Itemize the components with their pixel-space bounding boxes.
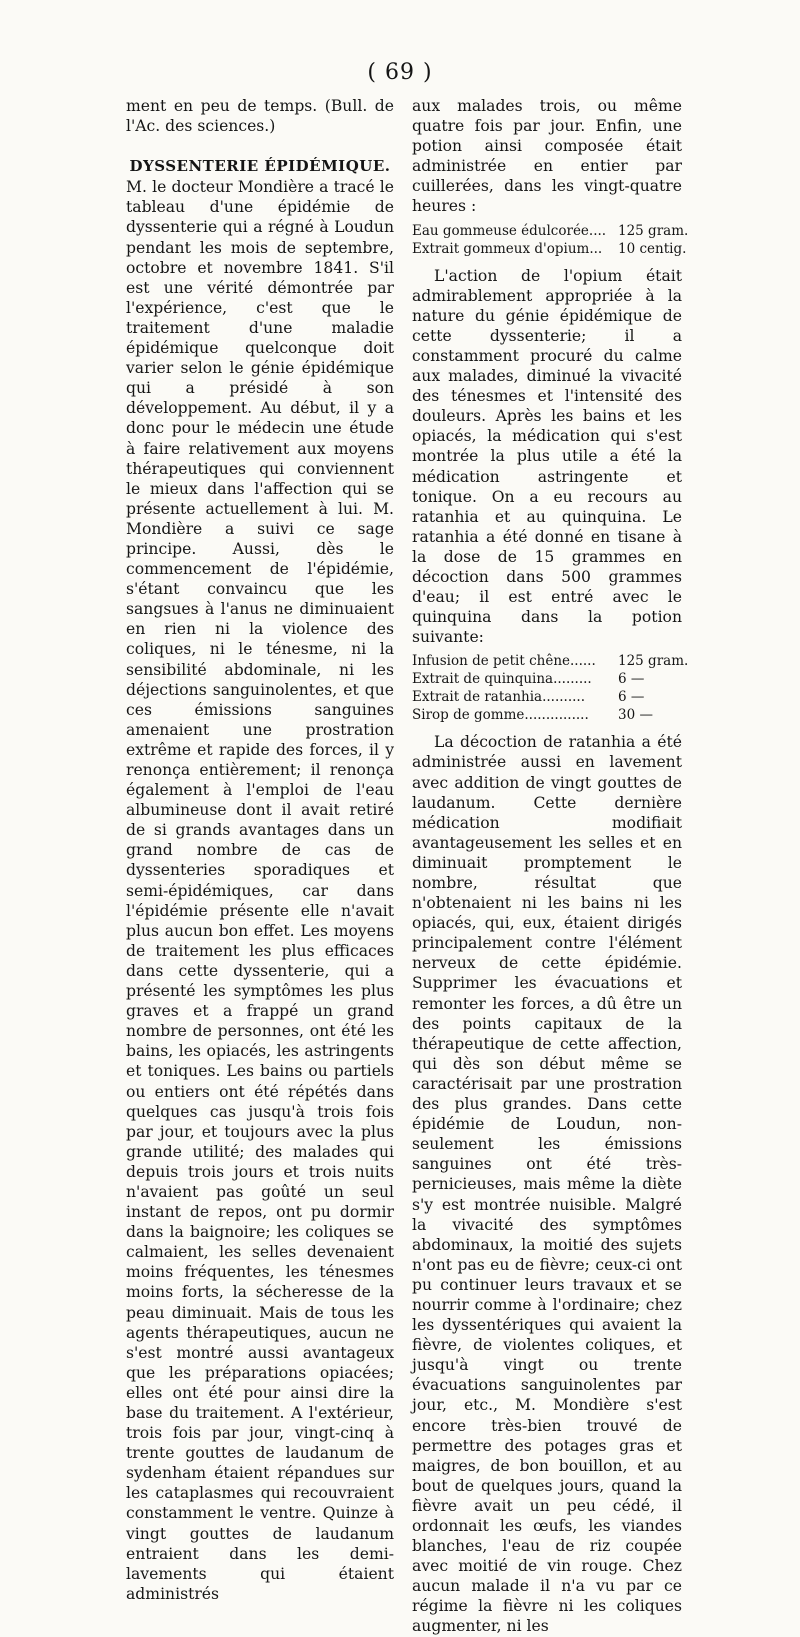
recipe-ingredient: Infusion de petit chêne...... — [412, 653, 596, 670]
recipe-quantity: 125 gram. — [618, 653, 689, 670]
recipe-quantity: 6 — — [618, 671, 645, 688]
recipe-ingredient: Extrait gommeux d'opium... — [412, 240, 603, 257]
recipe-row — [412, 706, 682, 724]
section-title: DYSSENTERIE ÉPIDÉMIQUE. — [129, 157, 391, 176]
recipe-ingredient: Eau gommeuse édulcorée.... — [412, 222, 607, 239]
right-paragraph-2: L'action de l'opium était admirablement appropriée à la nature du génie épidémique de cette dyssenterie; il a constamment procuré du calme aux malades, diminué la vivacité des ténesmes et l'intensité des douleurs. Après les bains et les opiacés, la médication qui s'est montrée la plus utile a été la médication astringente et tonique. On a eu recours au ratanhia et au quinquina. Le ratanhia a été donné en tisane à la dose de 15 grammes en décoction dans 500 grammes d'eau; il est entré avec le quinquina dans la potion suivante: — [412, 266, 682, 647]
recipe-table-2 — [412, 652, 689, 724]
recipe-ingredient: Extrait de ratanhia.......... — [412, 689, 585, 706]
recipe-row — [412, 240, 687, 258]
recipe-ingredient: Extrait de quinquina......... — [412, 671, 592, 688]
right-paragraph-3: La décoction de ratanhia a été administrée aussi en lavement avec addition de vingt gouttes de laudanum. Cette dernière médication modifiait avantageusement les selles et en diminuait promptement le nombre, résultat que n'obtenaient ni les bains ni les opiacés, qui, eux, étaient dirigés principalement contre l'élément nerveux de cette épidémie. Supprimer les évacuations et remonter les forces, a dû être un des points capitaux de la thérapeutique de cette affection, qui dès son début même se caractérisait par une prostration des plus grandes. Dans cette épidémie de Loudun, non-seulement les émissions sanguines ont été très-pernicieuses, mais même la diète s'y est montrée nuisible. Malgré la vivacité des symptômes abdominaux, la moitié des sujets n'ont pas eu de fièvre; ceux-ci ont pu continuer leurs travaux et se nourrir comme à l'ordinaire; chez les dyssentériques qui avaient la fièvre, de violentes coliques, et jusqu'à vingt ou trente évacuations sanguinolentes par jour, etc., M. Mondière s'est encore très-bien trouvé de permettre des potages gras et maigres, de bon bouillon, et au bout de quelques jours, quand la fièvre avait un peu cédé, il ordonnait les œufs, les viandes blanches, l'eau de riz coupée avec moitié de vin rouge. Chez aucun malade il n'a vu par ce régime la fièvre ni les coliques augmenter, ni les — [412, 733, 682, 1636]
recipe-quantity: 125 gram. — [618, 222, 689, 239]
page-number: ( 69 ) — [367, 60, 433, 85]
recipe-ingredient: Sirop de gomme............... — [412, 707, 589, 724]
right-paragraph-1: aux malades trois, ou même quatre fois par jour. Enfin, une potion ainsi composée était administrée en entier par cuillerées, dans les vingt-quatre heures : — [412, 97, 682, 216]
recipe-row — [412, 222, 689, 240]
right-column — [412, 96, 689, 1637]
recipe-row — [412, 652, 689, 670]
left-main-paragraph: M. le docteur Mondière a tracé le tableau d'une épidémie de dyssenterie qui a régné à Loudun pendant les mois de septembre, octobre et novembre 1841. S'il est une vérité démontrée par l'expérience, c'est que le traitement d'une maladie épidémique quelconque doit varier selon le génie épidémique qui a présidé à son développement. Au début, il y a donc pour le médecin une étude à faire relativement aux moyens thérapeutiques qui conviennent le mieux dans l'affection qui se présente actuellement à lui. M. Mondière a suivi ce sage principe. Aussi, dès le commencement de l'épidémie, s'étant convaincu que les sangsues à l'anus ne diminuaient en rien ni la violence des coliques, ni le ténesme, ni la sensibilité abdominale, ni les déjections sanguinolentes, et que ces émissions sanguines amenaient une prostration extrême et rapide des forces, il y renonça entièrement; il renonça également à l'emploi de l'eau albumineuse dont il avait retiré de si grands avantages dans un grand nombre de cas de dyssenteries sporadiques et semi-épidémiques, car dans l'épidémie présente elle n'avait plus aucun bon effet. Les moyens de traitement les plus efficaces dans cette dyssenterie, qui a présenté les symptômes les plus graves et a frappé un grand nombre de personnes, ont été les bains, les opiacés, les astringents et toniques. Les bains ou partiels ou entiers ont été répétés dans quelques cas jusqu'à trois fois par jour, et toujours avec la plus grande utilité; des malades qui depuis trois jours et trois nuits n'avaient pas goûté un seul instant de repos, ont pu dormir dans la baignoire; les coliques se calmaient, les selles devenaient moins fréquentes, les ténesmes moins forts, la sécheresse de la peau diminuait. Mais de tous les agents thérapeutiques, aucun ne s'est montré aussi avantageux que les préparations opiacées; elles ont été pour ainsi dire la base du traitement. A l'extérieur, trois fois par jour, vingt-cinq à trente gouttes de laudanum de sydenham étaient répandues sur les cataplasmes qui recouvraient constamment le ventre. Quinze à vingt gouttes de laudanum entraient dans les demi-lavements qui étaient administrés — [126, 178, 394, 1603]
left-intro-paragraph: ment en peu de temps. (Bull. de l'Ac. des sciences.) — [126, 97, 394, 136]
recipe-quantity: 30 — — [618, 707, 653, 724]
recipe-quantity: 10 centig. — [618, 240, 687, 257]
recipe-row — [412, 688, 682, 706]
left-column — [126, 96, 394, 1604]
recipe-table-1 — [412, 222, 689, 258]
recipe-quantity: 6 — — [618, 689, 645, 706]
recipe-row — [412, 670, 682, 688]
